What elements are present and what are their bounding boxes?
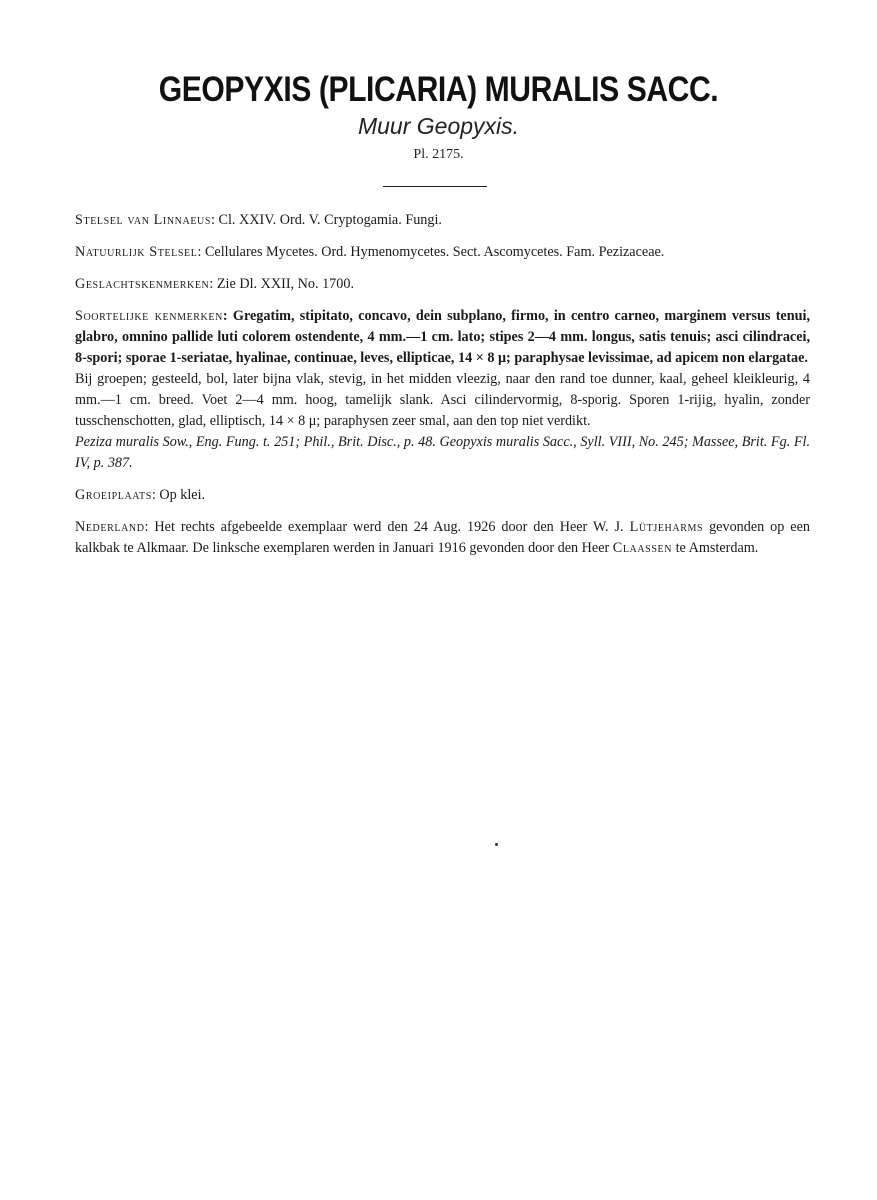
common-name-subtitle: Muur Geopyxis. — [357, 113, 520, 139]
collector-name-2: Claassen — [612, 540, 673, 556]
linnaeus-label: Stelsel van Linnaeus — [75, 212, 212, 228]
netherlands-label: Nederland — [75, 519, 145, 535]
linnaeus-section — [75, 210, 810, 231]
genus-label: Geslachtskenmerken — [75, 276, 210, 292]
habitat-text: : Op klei. — [151, 487, 206, 503]
species-section — [75, 306, 810, 369]
netherlands-text-2: gevonden op een kalkbak te Alkmaar. De linksche exemplaren werden in Januari 1916 gevonden door den Heer — [75, 519, 810, 556]
collector-name-1: Lütjeharms — [629, 519, 704, 535]
linnaeus-text: : Cl. XXIV. Ord. V. Cryptogamia. Fungi. — [211, 212, 442, 228]
dutch-description — [75, 369, 810, 432]
natural-system-text: : Cellulares Mycetes. Ord. Hymenomycetes. Sect. Ascomycetes. Fam. Pezizaceae. — [197, 244, 665, 260]
description-body — [75, 210, 810, 559]
plate-number: Pl. 2175. — [413, 147, 464, 162]
title-divider — [383, 186, 487, 187]
species-label: Soortelijke kenmerken — [75, 308, 223, 324]
habitat-section — [75, 485, 810, 506]
natural-system-section — [75, 242, 810, 263]
species-text: : Gregatim, stipitato, concavo, dein subplano, firmo, in centro carneo, marginem versus tenui, glabro, omnino pallide luti colorem ostendente, 4 mm.—1 cm. lato; stipes 2—4 mm. longus, satis tenuis; asci cilindracei, 8-spori; sporae 1-seriatae, hyalinae, continuae, leves, ellipticae, 14 × 8 μ; paraphysae levissimae, ad apicem non elargatae. — [75, 308, 811, 366]
netherlands-section — [75, 517, 810, 559]
references-text: Peziza muralis Sow., Eng. Fung. t. 251; Phil., Brit. Disc., p. 48. Geopyxis muralis Sacc., Syll. VIII, No. 245; Massee, Brit. Fg. Fl. IV, p. 387. — [75, 434, 810, 471]
netherlands-text-1: : Het rechts afgebeelde exemplaar werd den 24 Aug. 1926 door den Heer W. J. — [144, 519, 630, 535]
references-section — [75, 432, 810, 474]
habitat-label: Groeiplaats — [75, 487, 152, 503]
natural-system-label: Natuurlijk Stelsel — [75, 244, 198, 260]
netherlands-text-3: te Amsterdam. — [672, 540, 759, 556]
genus-text: : Zie Dl. XXII, No. 1700. — [209, 276, 355, 292]
genus-section — [75, 274, 810, 295]
dutch-description-text: Bij groepen; gesteeld, bol, later bijna vlak, stevig, in het midden vleezig, naar den rand toe dunner, kaal, geheel kleikleurig, 4 mm.—1 cm. breed. Voet 2—4 mm. hoog, tamelijk slank. Asci cilindervormig, 8-sporig. Sporen 1-rijig, hyalin, zonder tusschenschotten, glad, elliptisch, 14 × 8 μ; paraphysen zeer smal, aan den top niet verdikt. — [75, 371, 810, 429]
species-title: GEOPYXIS (PLICARIA) MURALIS SACC. — [158, 70, 719, 109]
print-speck — [495, 843, 498, 846]
